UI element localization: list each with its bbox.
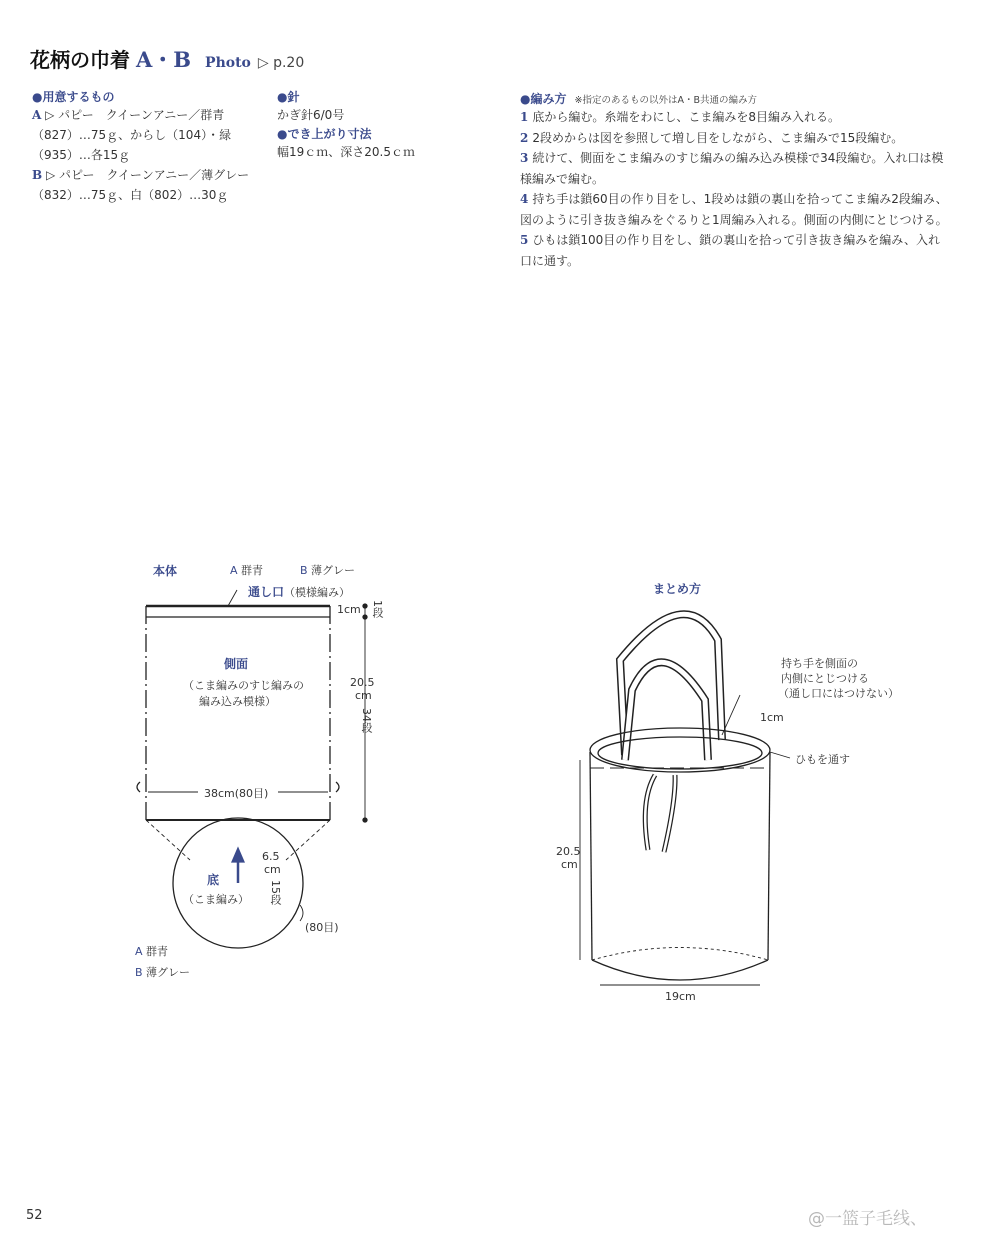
title-text: 花柄の巾着 bbox=[30, 48, 130, 72]
side-title: 側面 bbox=[224, 657, 249, 671]
bottom-title: 底 bbox=[207, 873, 220, 887]
body-title: 本体 bbox=[153, 564, 178, 578]
legend-b-color: 薄グレー bbox=[311, 564, 356, 577]
bottom-legend-a-color: 群青 bbox=[146, 945, 169, 958]
assembly-height-unit: cm bbox=[561, 858, 578, 871]
body-diagram-drawing bbox=[137, 590, 367, 948]
body-b-legend bbox=[300, 562, 355, 578]
size-text: 幅19ｃｍ、深さ20.5ｃｍ bbox=[277, 145, 415, 159]
height-dot-top bbox=[363, 604, 367, 608]
bottom-legend-a-letter: A bbox=[135, 945, 143, 958]
assembly-width: 19cm bbox=[665, 990, 696, 1003]
opening-leader bbox=[228, 590, 237, 606]
step-number: 1 bbox=[520, 110, 529, 124]
side-join-left bbox=[137, 782, 140, 792]
legend-a-color: 群青 bbox=[241, 564, 264, 577]
bottom-radius-value: 6.5 bbox=[262, 850, 280, 863]
step-number: 4 bbox=[520, 192, 529, 206]
step-number: 2 bbox=[520, 130, 529, 145]
bag-bottom-back bbox=[592, 948, 768, 961]
watermark: @一篮子毛线、 bbox=[808, 1209, 927, 1229]
handle-offset: 1cm bbox=[760, 711, 784, 724]
step-number: 5 bbox=[520, 233, 529, 247]
bottom-legend-b-color: 薄グレー bbox=[146, 966, 191, 979]
legend-b-letter: B bbox=[300, 564, 308, 577]
body-width: 38cm(80目) bbox=[204, 787, 269, 800]
photo-page-ref: ▷ p.20 bbox=[257, 55, 305, 71]
bottom-a-legend bbox=[135, 943, 168, 959]
step-text: ひもは鎖100目の作り目をし、鎖の裏山を拾って引き抜き編みを編み、入れ口に通す。 bbox=[520, 233, 940, 268]
materials-a-text: ▷ パピー クイーンアニー／群青（827）…75ｇ、からし（104）・緑（935）…各15ｇ bbox=[32, 108, 232, 162]
bottom-stitches: (80目) bbox=[305, 921, 339, 934]
materials-a-prefix: A bbox=[32, 108, 42, 122]
cord-note: ひもを通す bbox=[795, 753, 850, 766]
stitch-leader bbox=[300, 905, 303, 921]
side-note-2: 編み込み模様） bbox=[199, 695, 276, 708]
handle-note-1: 持ち手を側面の bbox=[781, 657, 858, 670]
photo-label: Photo bbox=[205, 55, 251, 71]
materials-heading: ●用意するもの bbox=[32, 90, 115, 104]
needle-heading: ●針 bbox=[277, 90, 300, 104]
bottom-note: （こま編み） bbox=[183, 893, 249, 906]
title-variants: A・B bbox=[136, 47, 192, 72]
height-dot-bottom bbox=[363, 818, 367, 822]
cord-note-leader bbox=[770, 752, 790, 758]
assembly-height-value: 20.5 bbox=[556, 845, 581, 858]
handle-note-3: （通し口にはつけない） bbox=[778, 687, 899, 700]
materials-b-text: ▷ パピー クイーンアニー／薄グレー（832）…75ｇ、白（802）…30ｇ bbox=[32, 168, 250, 202]
body-height-value: 20.5 bbox=[350, 676, 375, 689]
size-heading: ●でき上がり寸法 bbox=[277, 127, 372, 141]
handle-note-2: 内側にとじつける bbox=[781, 672, 869, 685]
assembly-diagram-drawing bbox=[580, 614, 790, 985]
bag-right-side bbox=[768, 752, 770, 960]
bottom-radius-rows: 15段 bbox=[269, 880, 282, 905]
step-number: 3 bbox=[520, 151, 529, 165]
instructions-note: ※指定のあるもの以外はA・B共通の編み方 bbox=[574, 95, 757, 106]
side-join-right bbox=[336, 782, 339, 792]
assembly-title: まとめ方 bbox=[653, 582, 702, 596]
body-a-legend bbox=[230, 562, 263, 578]
step-text: 底から編む。糸端をわにし、こま編みを8目編み入れる。 bbox=[532, 110, 840, 124]
opening-rows: 1段 bbox=[371, 600, 384, 618]
opening-note: （模様編み） bbox=[284, 586, 351, 599]
height-dot-mid bbox=[363, 615, 367, 619]
legend-a-letter: A bbox=[230, 564, 238, 577]
needle-text: かぎ針6/0号 bbox=[277, 108, 345, 122]
opening-label bbox=[248, 581, 350, 600]
bottom-legend-b-letter: B bbox=[135, 966, 143, 979]
side-note-1: （こま編みのすじ編みの bbox=[183, 679, 304, 692]
bottom-radius-unit: cm bbox=[264, 863, 281, 876]
instructions-heading: ●編み方 bbox=[520, 92, 567, 106]
opening-text: 通し口 bbox=[248, 585, 285, 599]
step-text: 続けて、側面をこま編みのすじ編みの編み込み模様で34段編む。入れ口は模様編みで編む。 bbox=[520, 151, 944, 186]
page-number: 52 bbox=[26, 1208, 43, 1223]
body-height-rows: 34段 bbox=[360, 708, 373, 733]
bag-rim-outer bbox=[590, 728, 770, 772]
projection-right bbox=[286, 820, 330, 860]
bag-bottom-front bbox=[592, 960, 768, 980]
step-text: 2段めからは図を参照して増し目をしながら、こま編みで15段編む。 bbox=[532, 130, 904, 145]
bottom-b-legend bbox=[135, 964, 190, 980]
materials-b-prefix: B bbox=[32, 168, 43, 182]
opening-height: 1cm bbox=[337, 603, 361, 616]
step-text: 持ち手は鎖60目の作り目をし、1段めは鎖の裏山を拾ってこま編み2段編み、図のように引き抜き編みをぐるりと1周編み入れる。側面の内側にとじつける。 bbox=[520, 192, 948, 227]
projection-left bbox=[146, 820, 190, 860]
body-height-unit: cm bbox=[355, 689, 372, 702]
radius-arrowhead bbox=[232, 848, 244, 862]
bag-left-side bbox=[590, 752, 592, 960]
front-handle-inner bbox=[625, 662, 708, 760]
